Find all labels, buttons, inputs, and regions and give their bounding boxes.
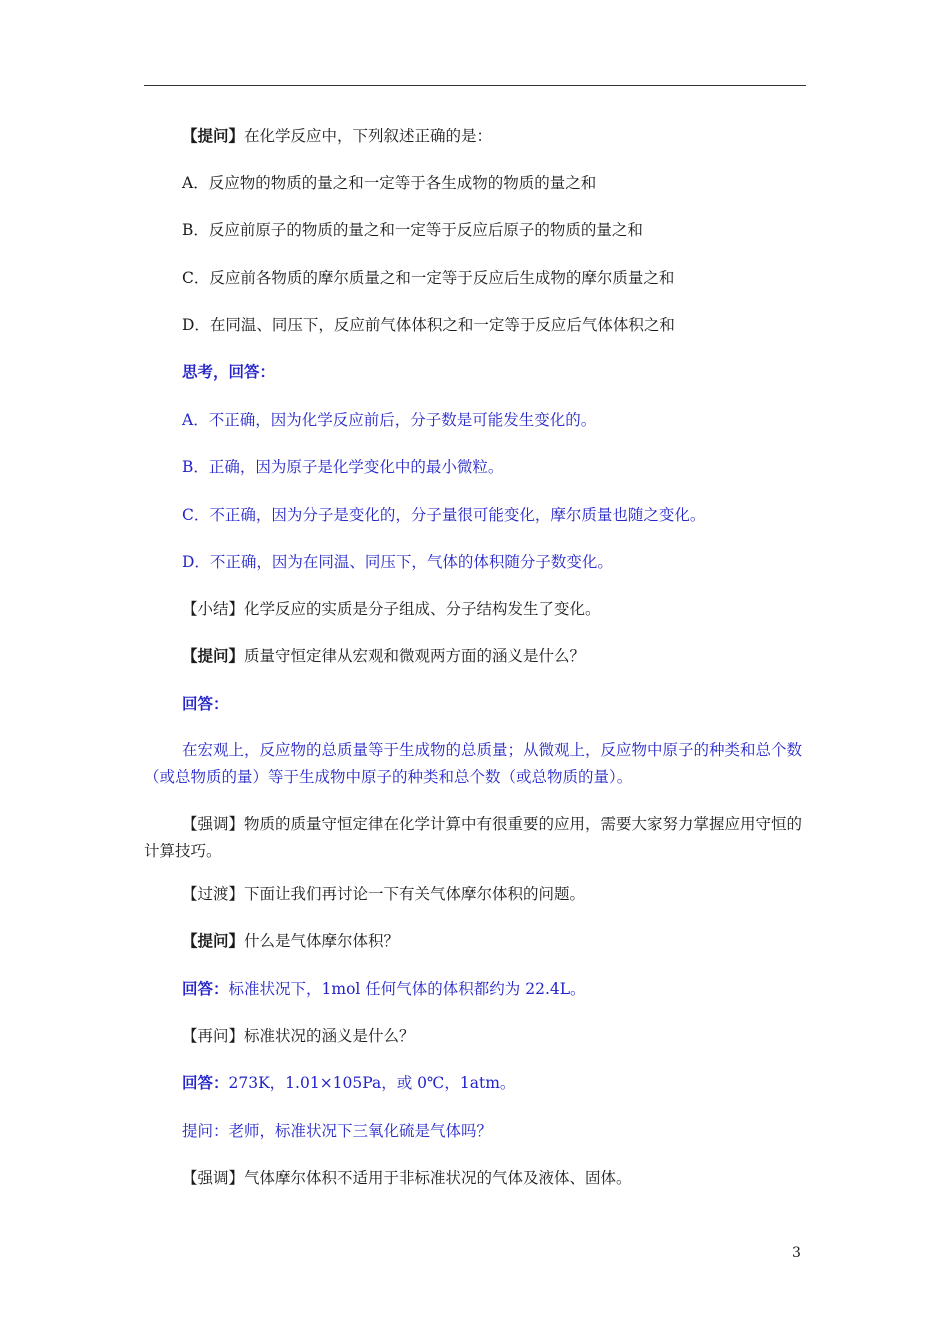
question-1: [182, 125, 492, 147]
transition-tag: 【过渡】: [182, 885, 245, 903]
question-tag: 【提问】: [182, 931, 245, 950]
option-c: C．反应前各物质的摩尔质量之和一定等于反应后生成物的摩尔质量之和: [182, 269, 675, 287]
answer-d: D．不正确，因为在同温、同压下，气体的体积随分子数变化。: [182, 553, 613, 571]
summary-tag: 【小结】: [182, 600, 245, 618]
question-tag: 【提问】: [182, 126, 245, 145]
answer-paragraph: 在宏观上，反应物的总质量等于生成物的总质量；从微观上，反应物中原子的种类和总个数（或总物质的量）等于生成物中原子的种类和总个数（或总物质的量）。: [144, 741, 803, 786]
emphasis-tag: 【强调】: [182, 1169, 245, 1187]
answer-c: C．不正确，因为分子是变化的，分子量很可能变化，摩尔质量也随之变化。: [182, 506, 706, 524]
option-b: B．反应前原子的物质的量之和一定等于反应后原子的物质的量之和: [182, 221, 643, 239]
header-rule: [144, 85, 806, 86]
question-text: 在化学反应中，下列叙述正确的是：: [244, 127, 493, 145]
transition: [182, 883, 585, 905]
answer-text: 273K，1.01×105Pa，或 0℃，1atm。: [228, 1074, 516, 1092]
option-a: A．反应物的物质的量之和一定等于各生成物的物质的量之和: [182, 174, 597, 192]
question-text: 什么是气体摩尔体积？: [244, 932, 400, 950]
question-2: [182, 645, 585, 667]
question-tag: 【再问】: [182, 1027, 245, 1045]
answer-text: 标准状况下，1mol 任何气体的体积都约为 22.4L。: [228, 980, 586, 998]
think-label: 思考，回答：: [182, 362, 276, 381]
page-number: 3: [792, 1245, 801, 1261]
answer-label: 回答：: [182, 979, 229, 998]
answer-3: [182, 978, 586, 1000]
answer-a: A．不正确，因为化学反应前后，分子数是可能发生变化的。: [182, 411, 597, 429]
transition-text: 下面让我们再讨论一下有关气体摩尔体积的问题。: [244, 885, 586, 903]
answer-b: B．正确，因为原子是化学变化中的最小微粒。: [182, 458, 504, 476]
question-4: [182, 1025, 415, 1047]
student-question: 提问：老师，标准状况下三氧化硫是气体吗？: [182, 1122, 493, 1140]
emphasis-paragraph: 【强调】物质的质量守恒定律在化学计算中有很重要的应用，需要大家努力掌握应用守恒的计算技巧。: [144, 815, 803, 860]
question-text: 质量守恒定律从宏观和微观两方面的涵义是什么？: [244, 647, 586, 665]
answer-label: 回答：: [182, 694, 229, 713]
emphasis-text: 气体摩尔体积不适用于非标准状况的气体及液体、固体。: [244, 1169, 632, 1187]
emphasis-2: [182, 1167, 632, 1189]
question-tag: 【提问】: [182, 646, 245, 665]
summary: [182, 598, 601, 620]
summary-text: 化学反应的实质是分子组成、分子结构发生了变化。: [244, 600, 601, 618]
question-3: [182, 930, 399, 952]
option-d: D．在同温、同压下，反应前气体体积之和一定等于反应后气体体积之和: [182, 316, 675, 334]
answer-4: [182, 1072, 515, 1094]
question-text: 标准状况的涵义是什么？: [244, 1027, 415, 1045]
answer-label: 回答：: [182, 1073, 229, 1092]
